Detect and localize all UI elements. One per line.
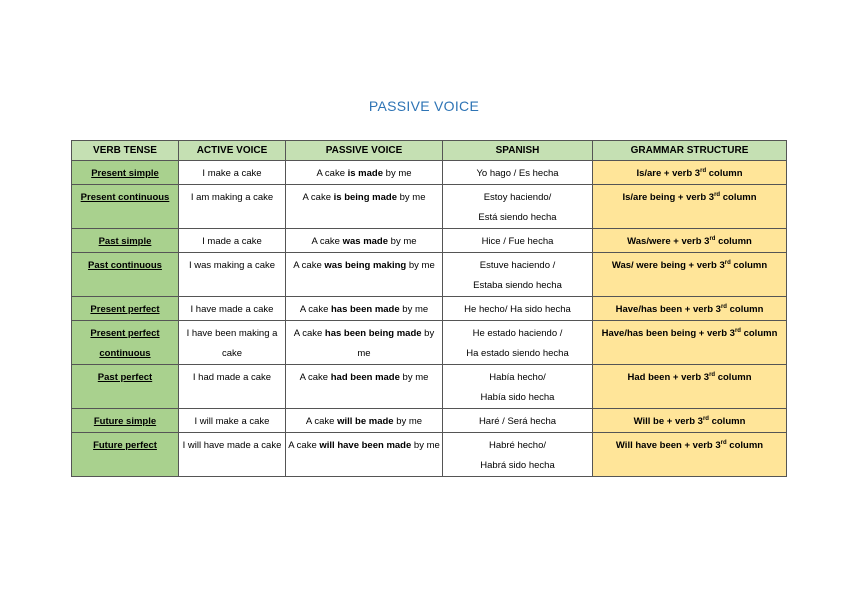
active-voice-cell: I will have made a cake <box>179 433 286 477</box>
passive-voice-cell: A cake was being making by me <box>286 253 443 297</box>
active-voice-cell: I have made a cake <box>179 297 286 321</box>
verb-tense-cell: Present continuous <box>72 185 179 229</box>
spanish-cell: Hice / Fue hecha <box>443 229 593 253</box>
spanish-cell: He estado haciendo / Ha estado siendo hecha <box>443 321 593 365</box>
header-passive-voice: PASSIVE VOICE <box>286 141 443 161</box>
active-voice-cell: I have been making a cake <box>179 321 286 365</box>
spanish-cell: He hecho/ Ha sido hecha <box>443 297 593 321</box>
page-title: PASSIVE VOICE <box>368 98 480 114</box>
verb-tense-cell: Past simple <box>72 229 179 253</box>
passive-voice-table <box>71 140 787 477</box>
spanish-cell: Estoy haciendo/ Está siendo hecha <box>443 185 593 229</box>
grammar-structure-cell: Have/has been + verb 3rd column <box>593 297 787 321</box>
grammar-structure-cell: Was/were + verb 3rd column <box>593 229 787 253</box>
passive-voice-cell: A cake will have been made by me <box>286 433 443 477</box>
active-voice-cell: I am making a cake <box>179 185 286 229</box>
spanish-cell: Estuve haciendo / Estaba siendo hecha <box>443 253 593 297</box>
grammar-structure-cell: Will have been + verb 3rd column <box>593 433 787 477</box>
header-active-voice: ACTIVE VOICE <box>179 141 286 161</box>
table-row <box>72 321 787 365</box>
active-voice-cell: I was making a cake <box>179 253 286 297</box>
verb-tense-cell: Present simple <box>72 161 179 185</box>
table-row <box>72 433 787 477</box>
passive-voice-cell: A cake was made by me <box>286 229 443 253</box>
verb-tense-cell: Past perfect <box>72 365 179 409</box>
header-verb-tense: VERB TENSE <box>72 141 179 161</box>
grammar-structure-cell: Is/are + verb 3rd column <box>593 161 787 185</box>
table-row <box>72 297 787 321</box>
table-row <box>72 253 787 297</box>
table-row <box>72 409 787 433</box>
verb-tense-cell: Present perfect <box>72 297 179 321</box>
spanish-cell: Habré hecho/ Habrá sido hecha <box>443 433 593 477</box>
header-grammar-structure: GRAMMAR STRUCTURE <box>593 141 787 161</box>
passive-voice-cell: A cake had been made by me <box>286 365 443 409</box>
passive-voice-cell: A cake will be made by me <box>286 409 443 433</box>
passive-voice-cell: A cake has been made by me <box>286 297 443 321</box>
active-voice-cell: I made a cake <box>179 229 286 253</box>
active-voice-cell: I will make a cake <box>179 409 286 433</box>
table-row <box>72 229 787 253</box>
verb-tense-cell: Past continuous <box>72 253 179 297</box>
verb-tense-cell: Present perfect continuous <box>72 321 179 365</box>
spanish-cell: Haré / Será hecha <box>443 409 593 433</box>
table-row <box>72 161 787 185</box>
spanish-cell: Había hecho/ Había sido hecha <box>443 365 593 409</box>
table-row <box>72 365 787 409</box>
passive-voice-cell: A cake has been being made by me <box>286 321 443 365</box>
active-voice-cell: I make a cake <box>179 161 286 185</box>
passive-voice-cell: A cake is made by me <box>286 161 443 185</box>
verb-tense-cell: Future perfect <box>72 433 179 477</box>
grammar-structure-cell: Will be + verb 3rd column <box>593 409 787 433</box>
spanish-cell: Yo hago / Es hecha <box>443 161 593 185</box>
verb-tense-cell: Future simple <box>72 409 179 433</box>
passive-voice-cell: A cake is being made by me <box>286 185 443 229</box>
table-row <box>72 185 787 229</box>
grammar-structure-cell: Was/ were being + verb 3rd column <box>593 253 787 297</box>
table-header-row <box>72 141 787 161</box>
active-voice-cell: I had made a cake <box>179 365 286 409</box>
grammar-structure-cell: Had been + verb 3rd column <box>593 365 787 409</box>
grammar-structure-cell: Have/has been being + verb 3rd column <box>593 321 787 365</box>
grammar-structure-cell: Is/are being + verb 3rd column <box>593 185 787 229</box>
header-spanish: SPANISH <box>443 141 593 161</box>
